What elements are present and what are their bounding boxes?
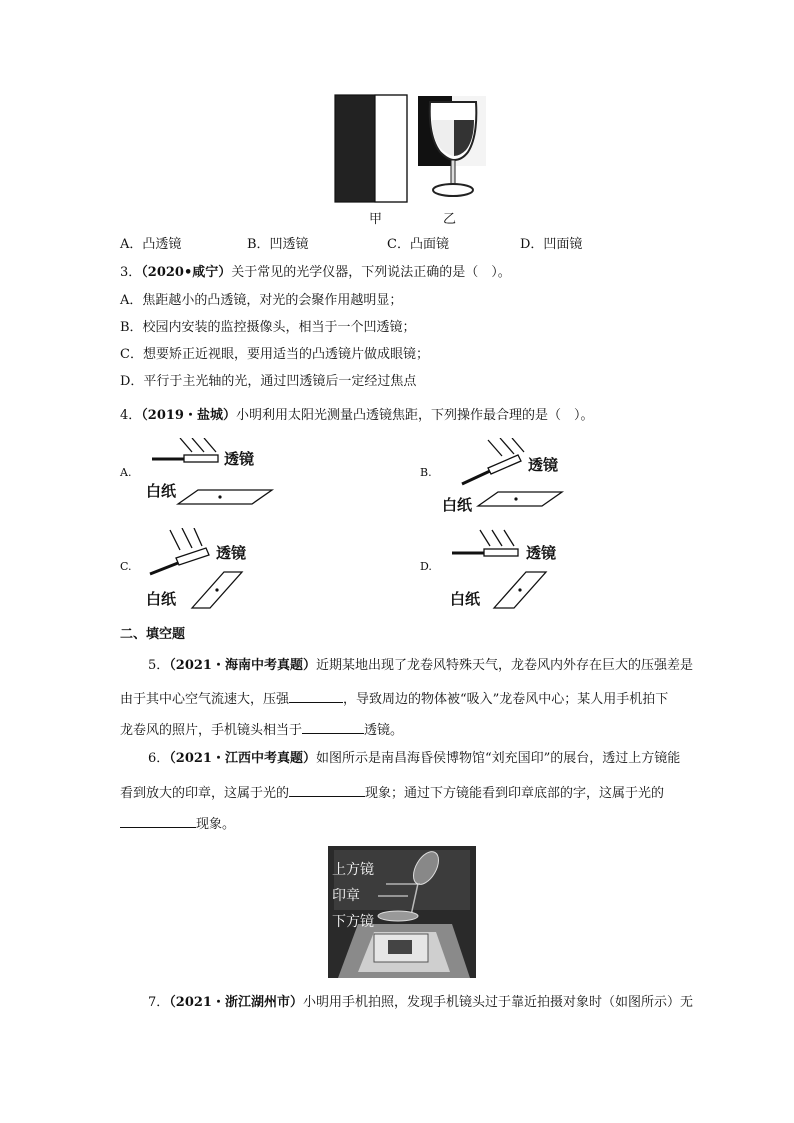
q4-letter-a: A. <box>120 466 132 479</box>
q3-option-d: D．平行于主光轴的光，通过凹透镜后一定经过焦点 <box>120 374 417 389</box>
q5-text1: 近期某地出现了龙卷风特殊天气，龙卷风内外存在巨大的压强差是 <box>315 658 693 673</box>
q6-exhibit-photo <box>328 846 476 978</box>
q3-number: 3． <box>120 265 142 280</box>
q4-d-lens-label: 透镜 <box>526 544 557 562</box>
q4-b-lens-label: 透镜 <box>528 456 559 474</box>
photo-label-upper-lens: 上方镜 <box>332 862 374 878</box>
q4-diagram-a <box>140 438 280 518</box>
q7-source: （2021・浙江湖州市） <box>169 995 303 1010</box>
q2-option-c: C．凸面镜 <box>387 237 449 252</box>
q4-number: 4． <box>120 408 142 423</box>
q5-source: （2021・海南中考真题） <box>169 658 316 673</box>
q6-source: （2021・江西中考真题） <box>169 751 316 766</box>
figure-yi-glass <box>418 96 490 202</box>
photo-label-seal: 印章 <box>332 888 360 904</box>
q6-line2 <box>120 782 664 803</box>
q4-letter-b: B. <box>420 466 432 479</box>
q5-line3 <box>120 719 403 740</box>
q6-line1 <box>148 750 680 768</box>
q3-stem <box>120 264 511 282</box>
q4-a-paper-label: 白纸 <box>146 482 177 500</box>
q5-blank-2[interactable] <box>302 719 364 734</box>
q4-b-paper-label: 白纸 <box>442 496 473 514</box>
wine-glass-image <box>418 96 490 202</box>
q5-number: 5． <box>148 658 170 673</box>
q5-text3b: 透镜。 <box>364 723 404 738</box>
q5-line2 <box>120 688 668 709</box>
q2-option-a: A．凸透镜 <box>120 237 182 252</box>
q5-text2a: 由于其中心空气流速大，压强 <box>120 692 290 707</box>
q6-text1: 如图所示是南昌海昏侯博物馆“刘充国印”的展台，透过上方镜能 <box>315 751 681 766</box>
q4-c-paper-label: 白纸 <box>146 590 177 608</box>
q6-blank-2[interactable] <box>120 813 196 828</box>
section-title: 二、填空题 <box>120 627 186 642</box>
q4-diagram-b <box>438 438 578 518</box>
q4-c-lens-label: 透镜 <box>216 544 247 562</box>
q4-diagram-d <box>438 528 578 614</box>
q3-option-b: B．校园内安装的监控摄像头，相当于一个凹透镜； <box>120 320 416 335</box>
q5-text3a: 龙卷风的照片，手机镜头相当于 <box>120 723 303 738</box>
q6-blank-1[interactable] <box>289 782 365 797</box>
q4-stem <box>120 407 593 425</box>
q6-text2b: 现象；通过下方镜能看到印章底部的字，这属于光的 <box>365 786 665 801</box>
q7-text1: 小明用手机拍照，发现手机镜头过于靠近拍摄对象时（如图所示）无 <box>302 995 693 1010</box>
q3-option-c: C．想要矫正近视眼，要用适当的凸透镜片做成眼镜； <box>120 347 429 362</box>
q5-line1 <box>148 657 693 675</box>
caption-jia: 甲 <box>369 212 383 227</box>
q2-option-d: D．凹面镜 <box>520 237 583 252</box>
q3-option-a: A．焦距越小的凸透镜，对光的会聚作用越明显； <box>120 293 403 308</box>
q3-question: 关于常见的光学仪器，下列说法正确的是（ ）。 <box>231 265 511 280</box>
q4-letter-c: C. <box>120 560 132 573</box>
caption-yi: 乙 <box>443 212 457 227</box>
q6-text3: 现象。 <box>196 817 236 832</box>
q2-option-b: B．凹透镜 <box>247 237 309 252</box>
q6-number: 6． <box>148 751 170 766</box>
q4-source: （2019・盐城） <box>141 408 236 423</box>
q4-question: 小明利用太阳光测量凸透镜焦距，下列操作最合理的是（ ）。 <box>235 408 594 423</box>
q7-number: 7． <box>148 995 170 1010</box>
q5-blank-1[interactable] <box>289 688 343 703</box>
q5-text2b: ，导致周边的物体被“吸入”龙卷风中心；某人用手机拍下 <box>343 692 669 707</box>
q3-source: （2020•咸宁） <box>141 265 232 280</box>
photo-label-lower-lens: 下方镜 <box>332 914 374 930</box>
q4-letter-d: D. <box>420 560 432 573</box>
q7-line1 <box>148 994 693 1012</box>
q4-diagram-c <box>140 528 280 614</box>
q6-text2a: 看到放大的印章，这属于光的 <box>120 786 290 801</box>
q6-line3 <box>120 813 235 834</box>
q4-d-paper-label: 白纸 <box>450 590 481 608</box>
q4-a-lens-label: 透镜 <box>224 450 255 468</box>
